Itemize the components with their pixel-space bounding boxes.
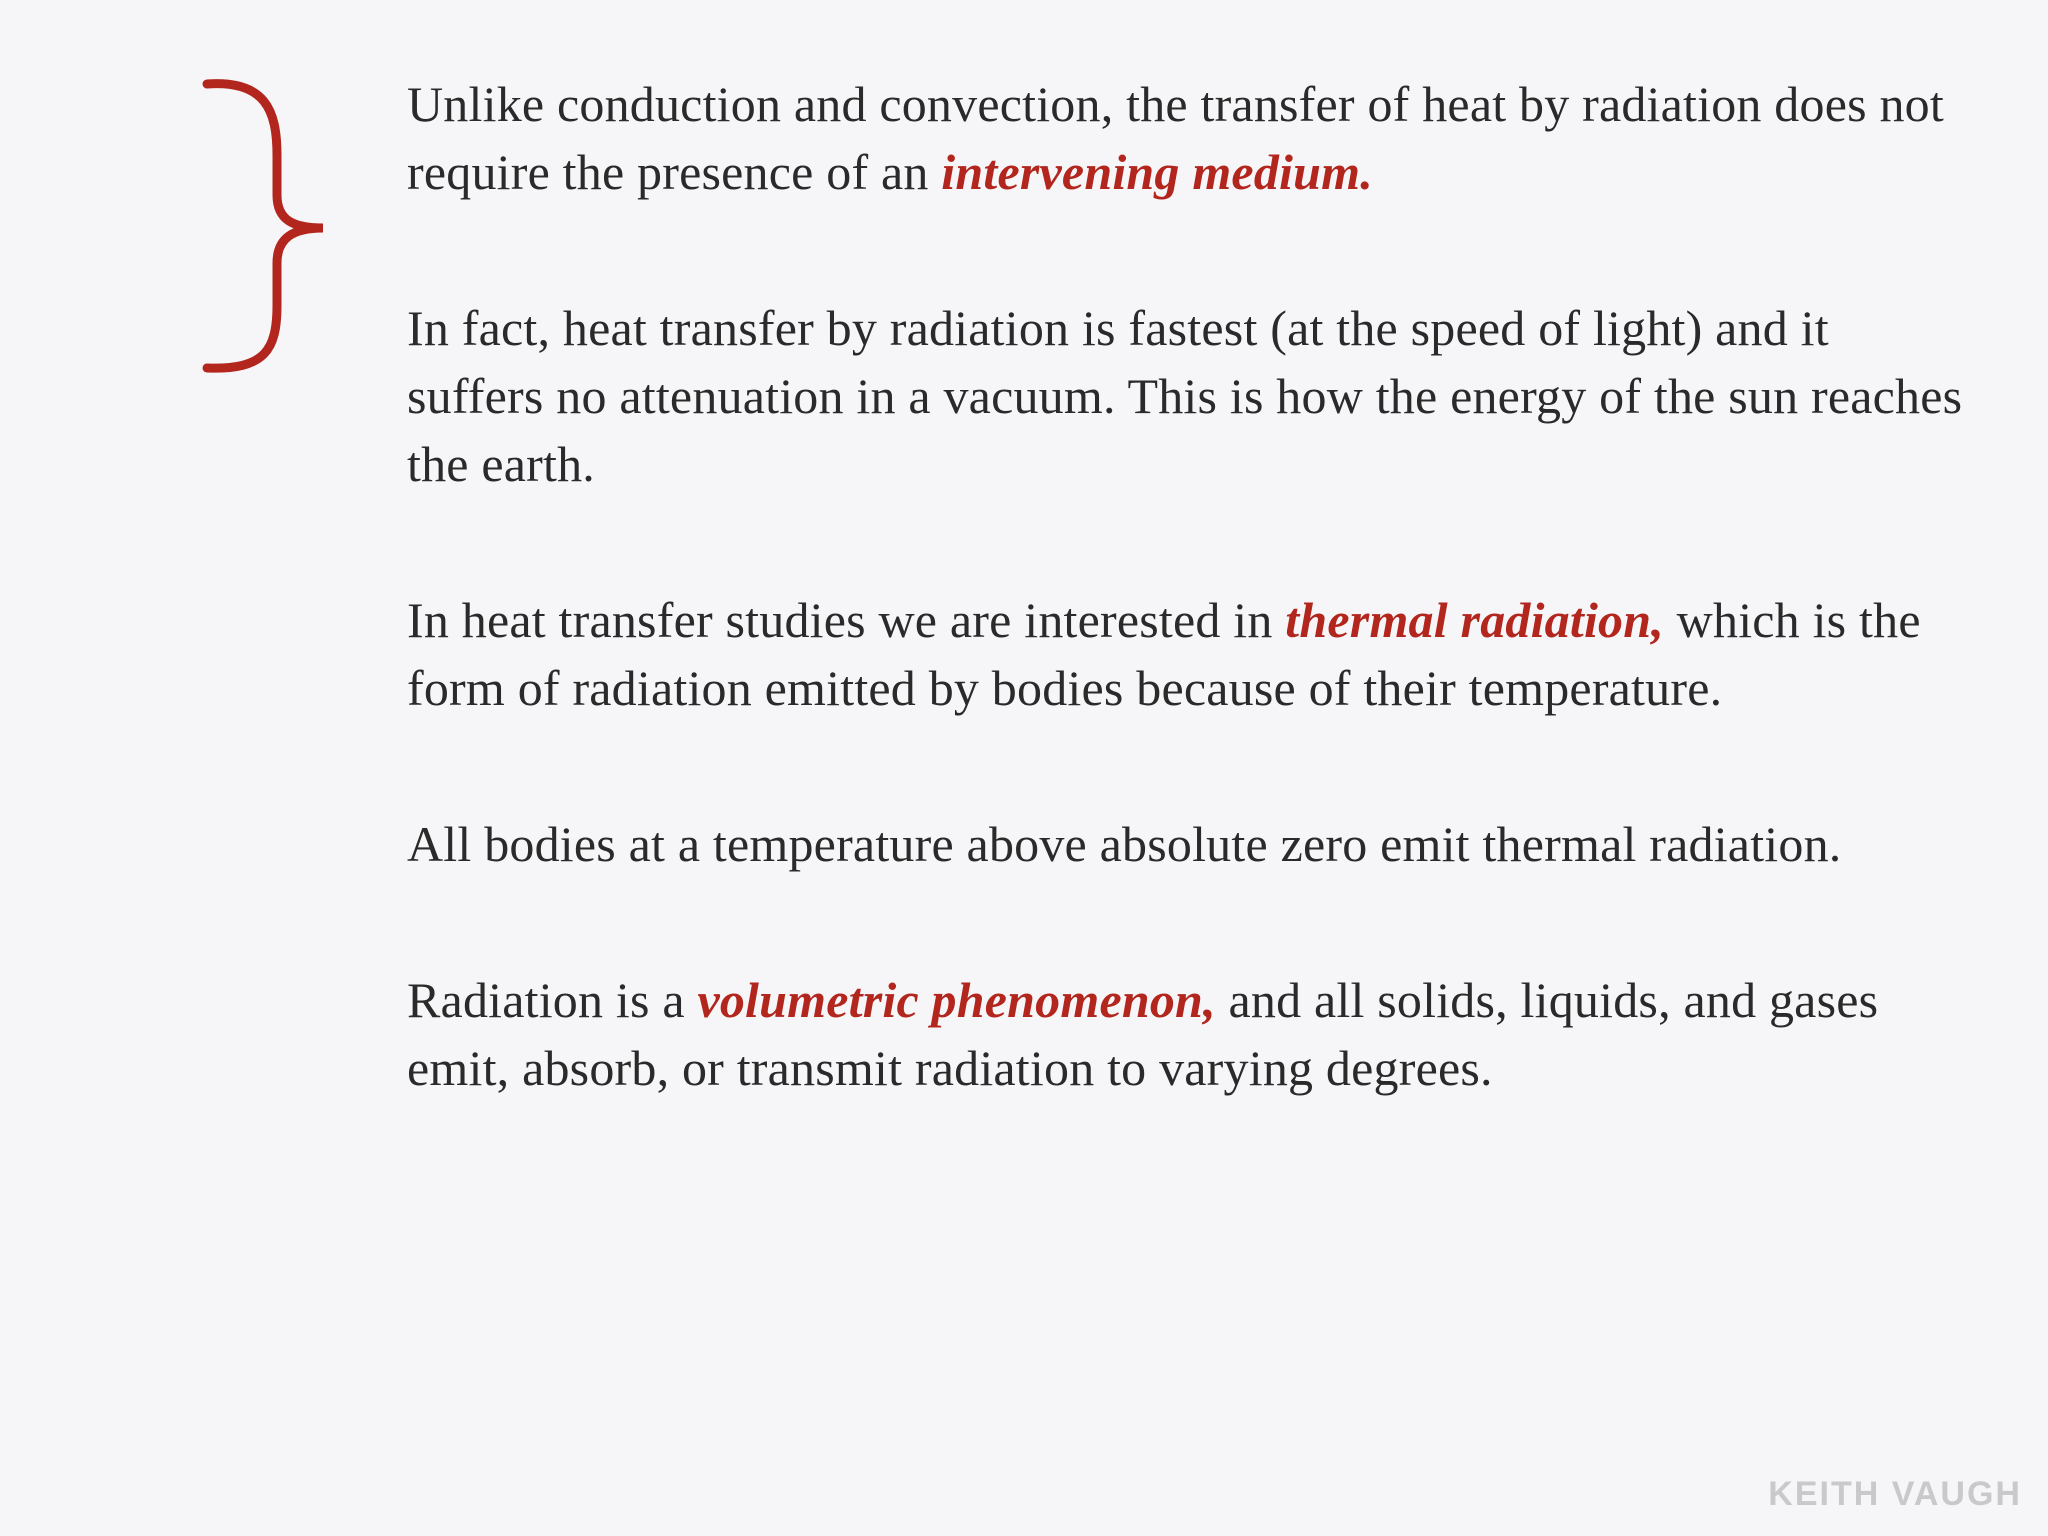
paragraph-text: In heat transfer studies we are interested in	[407, 592, 1286, 648]
author-watermark: KEITH VAUGH	[1768, 1475, 2022, 1513]
paragraph-text: In fact, heat transfer by radiation is fastest (at the speed of light) and it suffers no attenuation in a vacuum. This is how the energy of the sun reaches the earth.	[407, 300, 1963, 492]
emphasis-intervening-medium: intervening medium.	[941, 144, 1373, 200]
paragraph-text: Unlike conduction and convection, the transfer of heat by radiation does not require the presence of an	[407, 76, 1944, 200]
paragraph-volumetric-phenomenon	[407, 966, 1967, 1102]
paragraph-absolute-zero	[407, 810, 1967, 878]
emphasis-thermal-radiation: thermal radiation,	[1285, 592, 1664, 648]
emphasis-volumetric-phenomenon: volumetric phenomenon,	[697, 972, 1216, 1028]
paragraph-intervening-medium	[407, 70, 1967, 206]
paragraph-text: Radiation is a	[407, 972, 698, 1028]
right-curly-brace-icon	[195, 70, 335, 380]
slide-body	[407, 70, 1967, 1102]
paragraph-thermal-radiation	[407, 586, 1967, 722]
paragraph-text: which is the form of radiation emitted by bodies because of their temperature.	[407, 592, 1921, 716]
paragraph-speed-of-light	[407, 294, 1967, 498]
paragraph-text: All bodies at a temperature above absolute zero emit thermal radiation.	[407, 816, 1842, 872]
paragraph-text: and all solids, liquids, and gases emit, absorb, or transmit radiation to varying degrees.	[407, 972, 1879, 1096]
